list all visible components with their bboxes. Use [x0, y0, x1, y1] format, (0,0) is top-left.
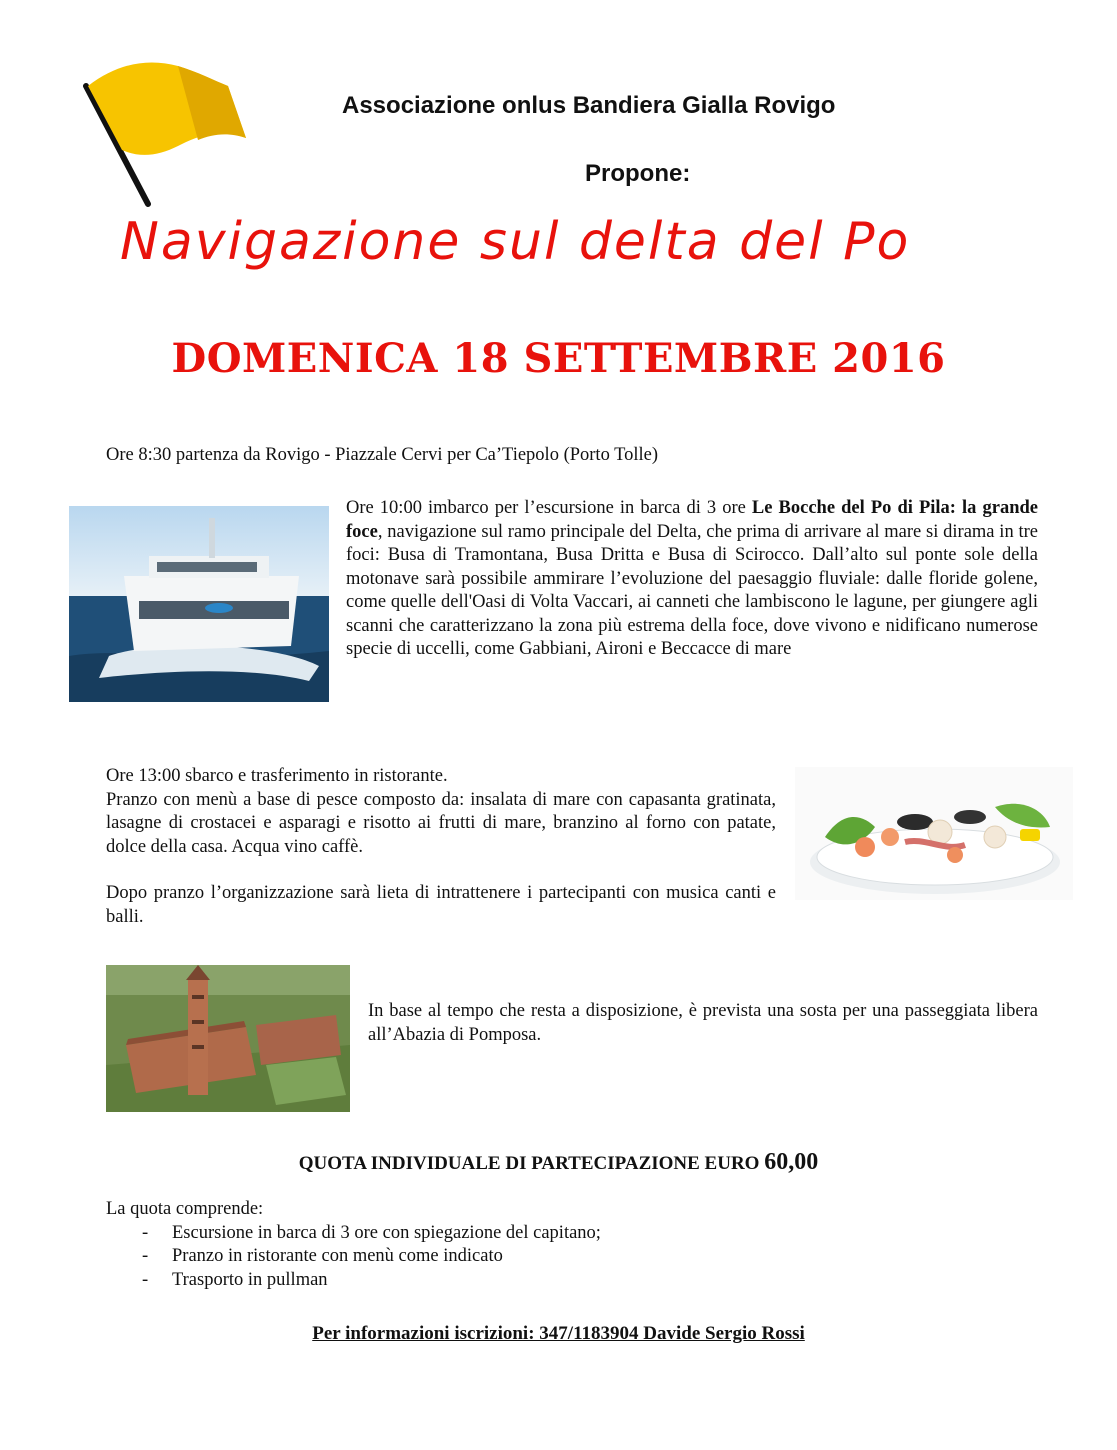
excursion-name: Le Bocche del Po di Pila: la grande foce — [346, 498, 1038, 542]
after-lunch-text: Dopo pranzo l’organizzazione sarà lieta di intrattenere i partecipanti con musica canti e balli. — [106, 883, 776, 927]
list-item: - Trasporto in pullman — [142, 1269, 328, 1290]
list-item: - Pranzo in ristorante con menù come indicato — [142, 1246, 503, 1266]
boat-photo — [69, 506, 329, 702]
includes-list — [106, 1222, 601, 1293]
event-date: DOMENICA 18 SETTEMBRE 2016 — [171, 335, 946, 382]
departure-text: Ore 8:30 partenza da Rovigo - Piazzale Cervi per Ca’Tiepolo (Porto Tolle) — [106, 445, 659, 465]
pomposa-abbey-photo — [106, 965, 350, 1112]
contact-info: Per informazioni iscrizioni: 347/1183904 Davide Sergio Rossi — [312, 1323, 805, 1344]
boarding-paragraph: Ore 10:00 imbarco per l’escursione in barca di 3 ore Le Bocche del Po di Pila: la grande foce, navigazione sul ramo principale del Delta, che prima di arrivare al mare si dirama in tre foci: Busa di Tramontana, Busa Dritta e Busa di Scirocco. Dall’alto sul ponte sole della motonave sarà possibile ammirare l’evoluzione del paesaggio fluviale: dalle floride golene, come quelle dell'Oasi di Volta Vaccari, ai canneti che lambiscono le lagune, per giungere agli scanni che caratterizzano la zona più estrema della foce, dove vivono e nidificano numerose specie di uccelli, come Gabbiani, Aironi e Beccacce di mare — [346, 498, 1038, 659]
lunch-section — [106, 765, 776, 929]
landing-text: Ore 13:00 sbarco e trasferimento in ristorante. — [106, 766, 448, 786]
list-item: - Escursione in barca di 3 ore con spiegazione del capitano; — [142, 1222, 601, 1243]
pomposa-text: In base al tempo che resta a disposizione, è prevista una sosta per una passeggiata libera all’Abazia di Pomposa. — [368, 1001, 1038, 1045]
quota-amount: 60,00 — [764, 1149, 819, 1175]
event-title: Navigazione sul delta del Po — [120, 212, 911, 272]
propone-label: Propone: — [585, 160, 691, 187]
includes-heading: La quota comprende: — [106, 1199, 264, 1219]
lunch-menu-text: Pranzo con menù a base di pesce composto da: insalata di mare con capasanta gratinata, lasagne di crostacei e asparagi e risotto ai frutti di mare, branzino al forno con patate, dolce della casa. Acqua vino caffè. — [106, 789, 776, 857]
organization-name: Associazione onlus Bandiera Gialla Rovigo — [342, 92, 836, 119]
includes-section — [106, 1198, 601, 1292]
seafood-plate-photo — [795, 767, 1073, 900]
yellow-flag-logo — [78, 58, 248, 208]
quota-line: QUOTA INDIVIDUALE DI PARTECIPAZIONE EURO 60,00 — [298, 1149, 819, 1175]
